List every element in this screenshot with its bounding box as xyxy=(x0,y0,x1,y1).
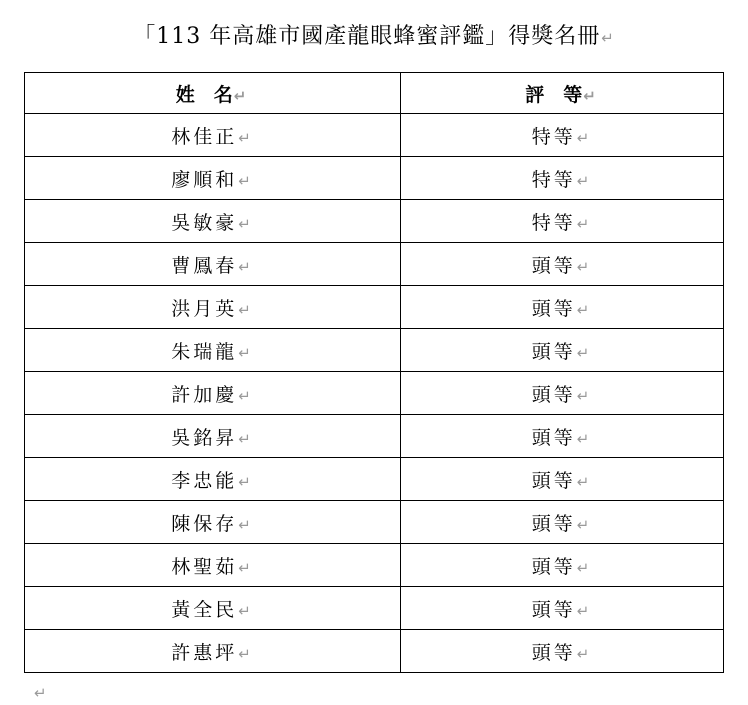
paragraph-mark-icon: ↵ xyxy=(238,214,254,233)
table-row xyxy=(25,501,724,544)
document-title xyxy=(0,20,748,55)
paragraph-mark-icon: ↵ xyxy=(238,300,254,319)
cell-name: 曹鳳春↵ xyxy=(25,243,401,286)
cell-name: 許惠坪↵ xyxy=(25,630,401,673)
paragraph-mark-icon: ↵ xyxy=(238,386,254,405)
paragraph-mark-icon: ↵ xyxy=(601,29,615,47)
paragraph-mark-icon: ↵ xyxy=(576,601,593,620)
cell-name: 洪月英↵ xyxy=(25,286,401,329)
cell-name: 吳銘昇↵ xyxy=(25,415,401,458)
cell-grade: 頭等↵ xyxy=(401,501,724,544)
header-name: 姓 名↵ xyxy=(25,73,401,114)
table-row xyxy=(25,200,724,243)
cell-name: 林佳正↵ xyxy=(25,114,401,157)
cell-grade: 頭等↵ xyxy=(401,415,724,458)
paragraph-mark-icon: ↵ xyxy=(576,214,593,233)
paragraph-mark-icon: ↵ xyxy=(576,429,593,448)
cell-name: 黃全民↵ xyxy=(25,587,401,630)
paragraph-mark-icon: ↵ xyxy=(576,644,593,663)
award-list-table xyxy=(24,72,724,673)
table-row xyxy=(25,372,724,415)
paragraph-mark-icon: ↵ xyxy=(34,684,47,702)
paragraph-mark-icon: ↵ xyxy=(576,300,593,319)
table-row xyxy=(25,544,724,587)
paragraph-mark-icon: ↵ xyxy=(238,558,254,577)
cell-name: 李忠能↵ xyxy=(25,458,401,501)
cell-grade: 頭等↵ xyxy=(401,243,724,286)
cell-grade: 頭等↵ xyxy=(401,587,724,630)
paragraph-mark-icon: ↵ xyxy=(576,515,593,534)
table-row xyxy=(25,630,724,673)
paragraph-mark-icon: ↵ xyxy=(238,429,254,448)
header-grade: 評 等↵ xyxy=(401,73,724,114)
cell-name: 陳保存↵ xyxy=(25,501,401,544)
paragraph-mark-icon: ↵ xyxy=(238,472,254,491)
paragraph-mark-icon: ↵ xyxy=(576,128,593,147)
cell-grade: 特等↵ xyxy=(401,114,724,157)
paragraph-mark-icon: ↵ xyxy=(238,128,254,147)
cell-name: 許加慶↵ xyxy=(25,372,401,415)
paragraph-mark-icon: ↵ xyxy=(238,601,254,620)
table-body xyxy=(25,114,724,673)
cell-grade: 頭等↵ xyxy=(401,544,724,587)
table-row xyxy=(25,329,724,372)
cell-grade: 頭等↵ xyxy=(401,286,724,329)
cell-grade: 頭等↵ xyxy=(401,329,724,372)
paragraph-mark-icon: ↵ xyxy=(238,257,254,276)
paragraph-mark-icon: ↵ xyxy=(576,558,593,577)
paragraph-mark-icon: ↵ xyxy=(576,171,593,190)
cell-grade: 頭等↵ xyxy=(401,458,724,501)
paragraph-mark-icon: ↵ xyxy=(583,86,599,105)
document-title-text: 「113 年高雄市國產龍眼蜂蜜評鑑」得獎名冊 xyxy=(133,24,601,49)
cell-name: 林聖茹↵ xyxy=(25,544,401,587)
table-row xyxy=(25,286,724,329)
table-row xyxy=(25,587,724,630)
paragraph-mark-icon: ↵ xyxy=(233,86,250,105)
cell-grade: 特等↵ xyxy=(401,200,724,243)
table-row xyxy=(25,114,724,157)
paragraph-mark-icon: ↵ xyxy=(576,343,593,362)
cell-grade: 頭等↵ xyxy=(401,630,724,673)
paragraph-mark-icon: ↵ xyxy=(238,171,254,190)
table-row xyxy=(25,243,724,286)
paragraph-mark-icon: ↵ xyxy=(238,343,254,362)
cell-grade: 頭等↵ xyxy=(401,372,724,415)
paragraph-mark-icon: ↵ xyxy=(576,257,593,276)
cell-name: 吳敏豪↵ xyxy=(25,200,401,243)
cell-name: 廖順和↵ xyxy=(25,157,401,200)
paragraph-mark-icon: ↵ xyxy=(576,386,593,405)
table-row xyxy=(25,157,724,200)
cell-grade: 特等↵ xyxy=(401,157,724,200)
paragraph-mark-icon: ↵ xyxy=(238,515,254,534)
cell-name: 朱瑞龍↵ xyxy=(25,329,401,372)
paragraph-mark-icon: ↵ xyxy=(238,644,254,663)
table-header-row xyxy=(25,73,724,114)
table-row xyxy=(25,458,724,501)
paragraph-mark-icon: ↵ xyxy=(576,472,593,491)
table-row xyxy=(25,415,724,458)
